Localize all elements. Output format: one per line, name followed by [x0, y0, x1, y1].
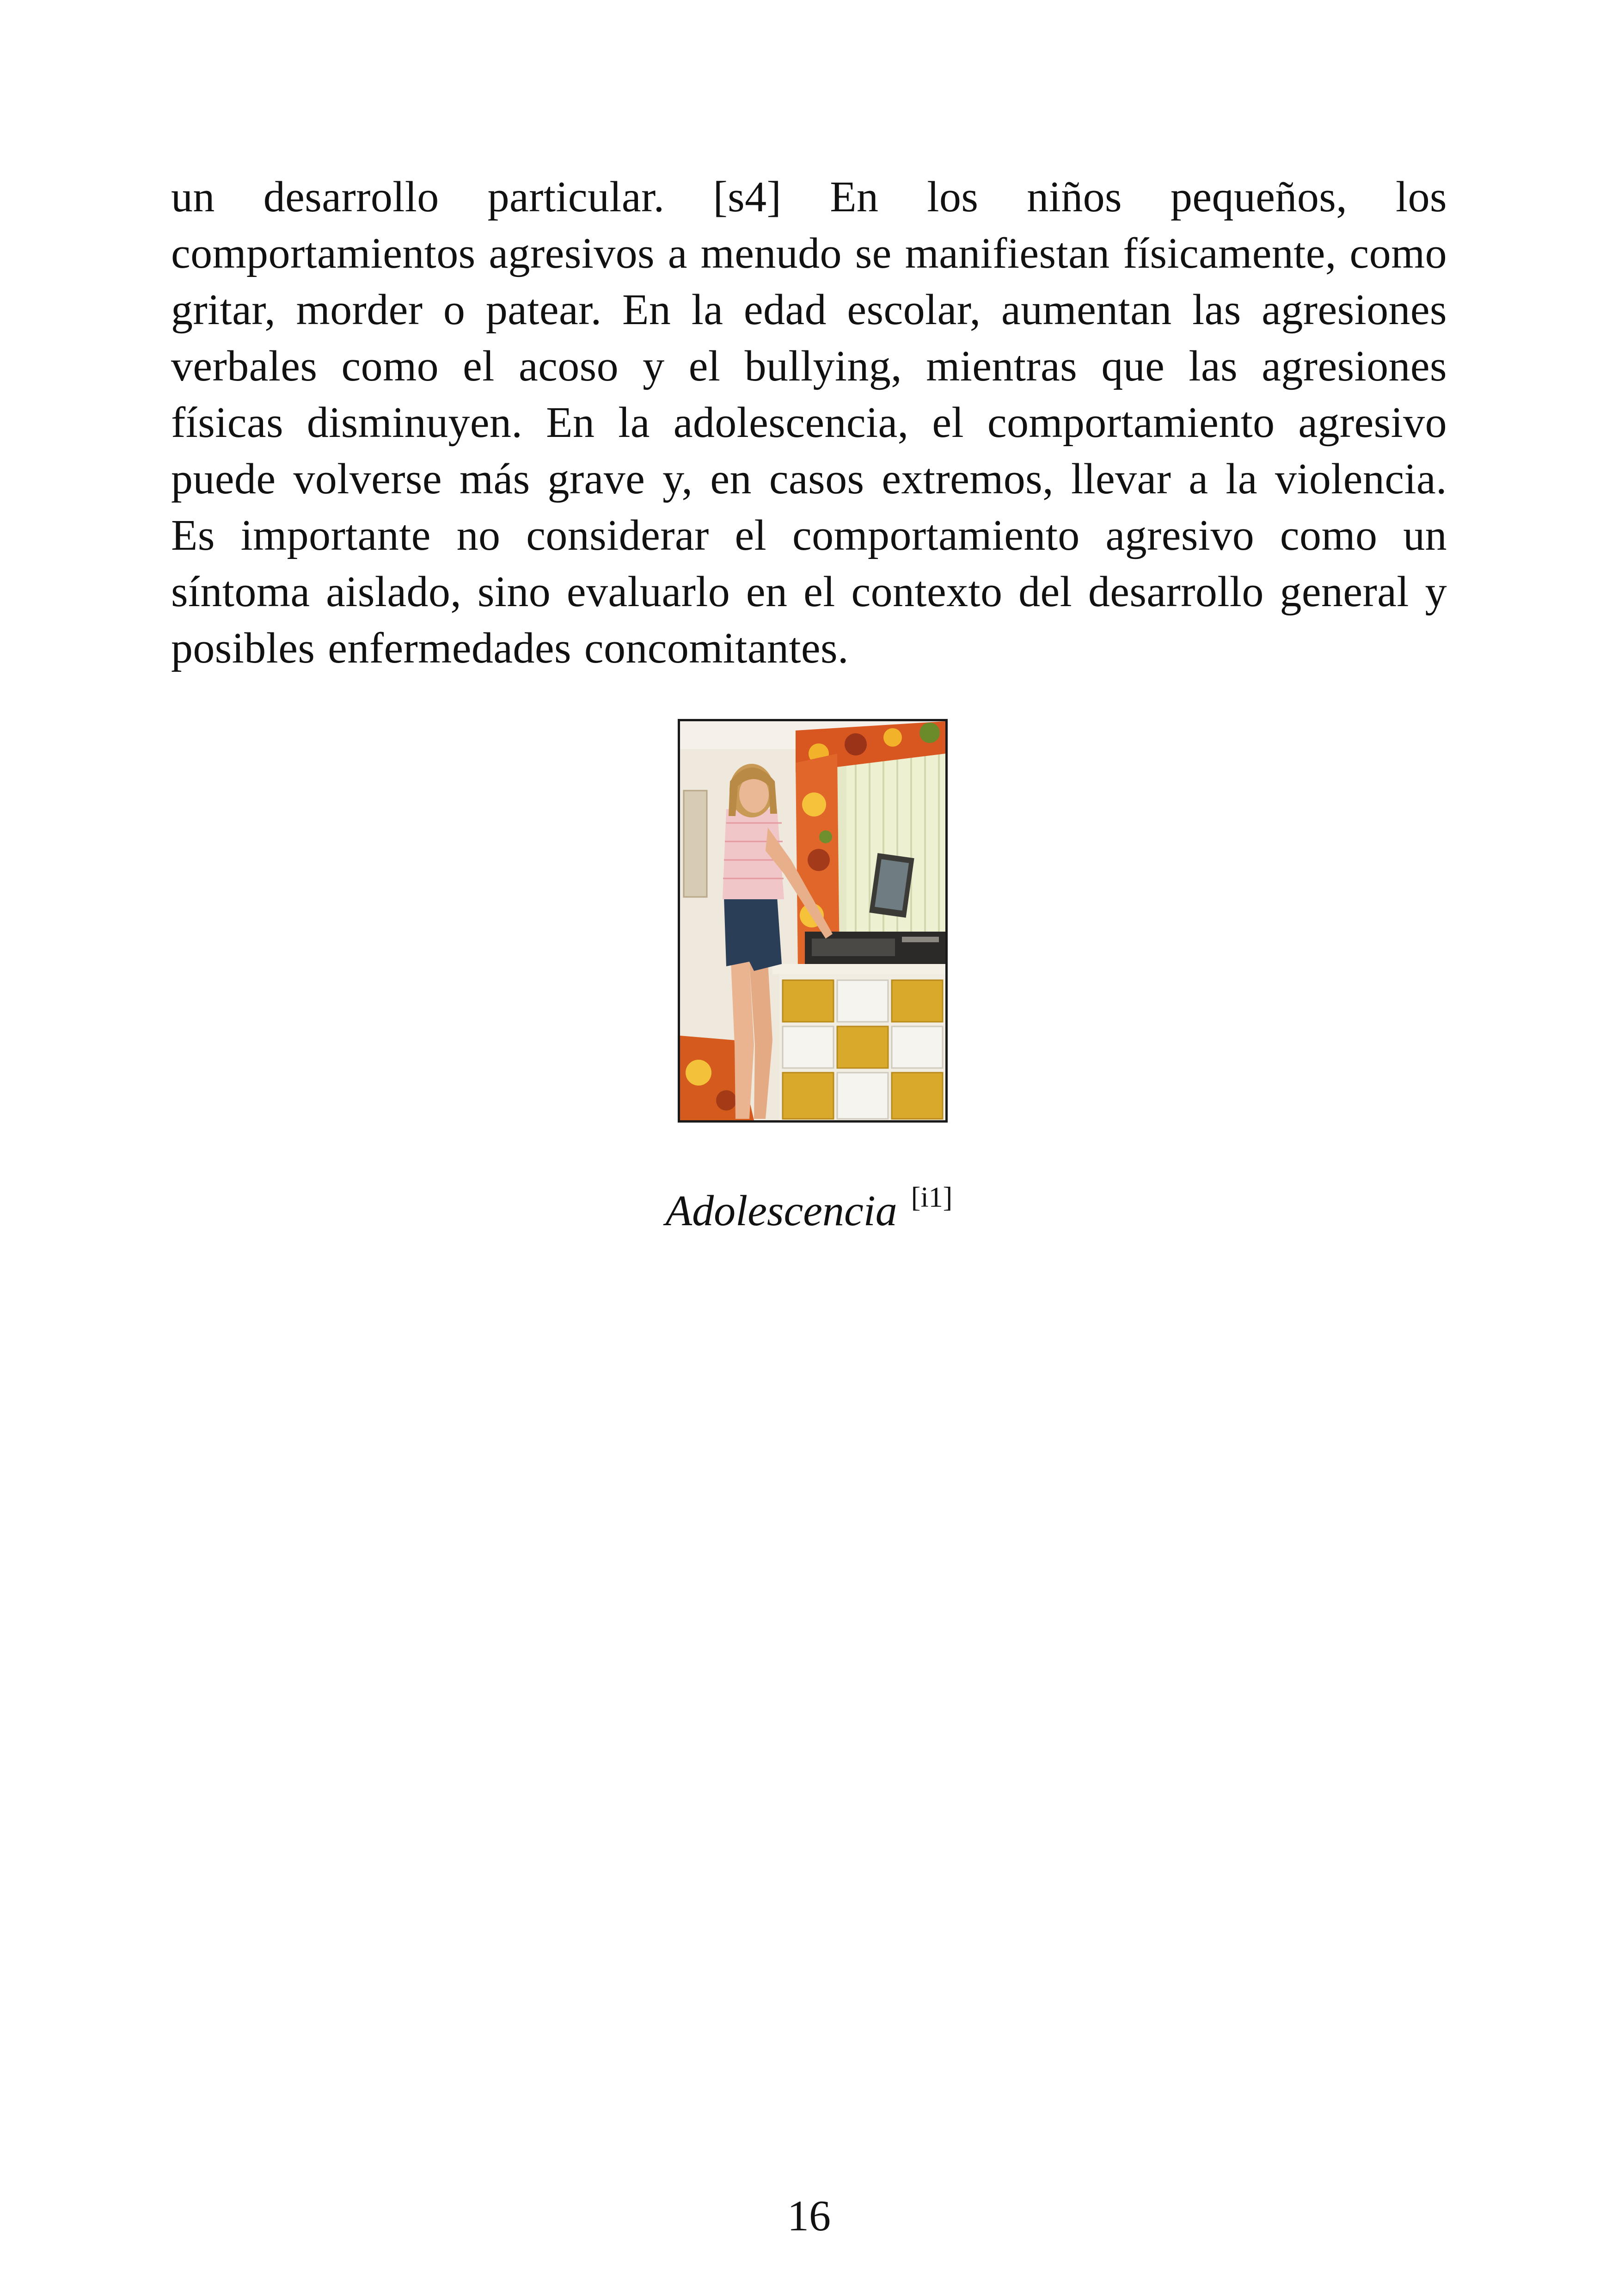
caption-text: Adolescencia: [665, 1187, 897, 1235]
paragraph-line: síntoma aislado, sino evaluarlo en el contexto del desarrollo general y: [171, 568, 1447, 616]
body-paragraph: [171, 169, 1447, 676]
paragraph-line: posibles enfermedades concomitantes.: [171, 624, 849, 672]
paragraph-line: gritar, morder o patear. En la edad escolar, aumentan las agresiones: [171, 286, 1447, 334]
figure-caption: [0, 1170, 1618, 1239]
figure-photo: [678, 719, 948, 1123]
page-number: 16: [787, 2192, 831, 2240]
paragraph-line: comportamientos agresivos a menudo se manifiestan físicamente, como: [171, 229, 1447, 277]
caption-reference: [i1]: [911, 1182, 953, 1213]
photo-illustration: [680, 721, 945, 1120]
paragraph-line: puede volverse más grave y, en casos extremos, llevar a la violencia.: [171, 455, 1447, 503]
paragraph-line: verbales como el acoso y el bullying, mientras que las agresiones: [171, 342, 1447, 390]
paragraph-line: físicas disminuyen. En la adolescencia, el comportamiento agresivo: [171, 399, 1447, 447]
paragraph-line: Es importante no considerar el comportamiento agresivo como un: [171, 511, 1447, 559]
paragraph-line: un desarrollo particular. [s4] En los niños pequeños, los: [171, 173, 1447, 221]
